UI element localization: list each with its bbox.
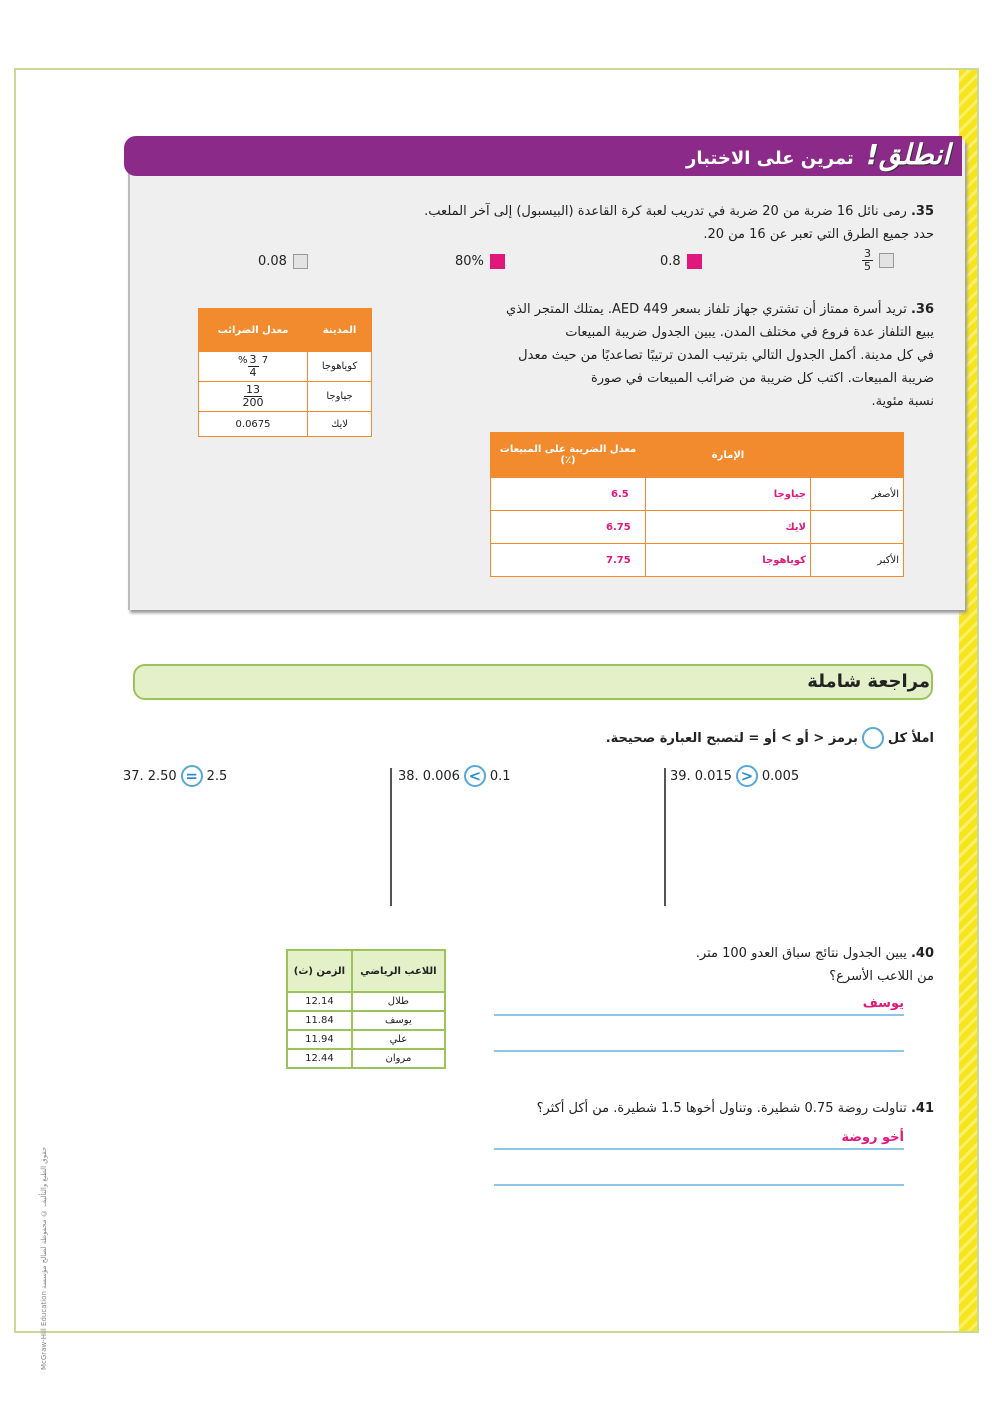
race-results-table bbox=[286, 949, 446, 1069]
answer-line bbox=[494, 1184, 904, 1186]
time-cell: 11.94 bbox=[287, 1030, 352, 1049]
answer-line bbox=[494, 1014, 904, 1016]
header-rate: معدل الضرائب bbox=[199, 309, 308, 352]
rate-cell bbox=[199, 382, 308, 412]
problem-number: 37. bbox=[123, 768, 144, 784]
player-cell: علي bbox=[352, 1030, 445, 1049]
answer-line bbox=[494, 1050, 904, 1052]
time-cell: 11.84 bbox=[287, 1011, 352, 1030]
question-line: في كل مدينة. أكمل الجدول التالي بترتيب المدن ترتيبًا تصاعديًا من حيث معدل bbox=[518, 348, 934, 363]
question-line: تريد أسرة ممتاز أن تشتري جهاز تلفاز بسعر AED 449. يمتلك المتجر الذي bbox=[506, 302, 907, 317]
question-text: يبين الجدول نتائج سباق العدو 100 متر. bbox=[695, 946, 907, 961]
fraction bbox=[243, 384, 264, 409]
denominator: 200 bbox=[242, 396, 264, 409]
question-36 bbox=[414, 298, 934, 413]
header-city: المدينة bbox=[308, 309, 372, 352]
player-cell: يوسف bbox=[352, 1011, 445, 1030]
checkbox[interactable] bbox=[879, 253, 894, 268]
player-cell: طلال bbox=[352, 992, 445, 1011]
problem-number: 39. bbox=[670, 768, 691, 784]
option-three-fifths[interactable] bbox=[862, 248, 894, 273]
suffix: % bbox=[237, 355, 248, 366]
checkbox-checked[interactable] bbox=[490, 254, 505, 269]
question-35 bbox=[294, 200, 934, 246]
answer-circle[interactable]: < bbox=[464, 765, 486, 787]
review-title: مراجعة شاملة bbox=[807, 671, 930, 692]
checkbox-checked[interactable] bbox=[687, 254, 702, 269]
copyright-note: McGraw-Hill Education حقوق الطبع والتأليف © محفوظة لصالح مؤسسة bbox=[40, 1146, 48, 1370]
question-number: 36. bbox=[910, 302, 934, 317]
left-value: 0.015 bbox=[694, 768, 732, 784]
question-line: يبيع التلفاز عدة فروع في مختلف المدن. يبين الجدول ضريبة المبيعات bbox=[565, 325, 934, 340]
numerator: 13 bbox=[246, 383, 261, 396]
player-cell: مروان bbox=[352, 1049, 445, 1068]
answer-40[interactable]: يوسف bbox=[862, 996, 904, 1011]
question-text: من اللاعب الأسرع؟ bbox=[829, 969, 934, 984]
answer-circle[interactable]: > bbox=[736, 765, 758, 787]
review-instruction bbox=[606, 727, 934, 749]
numerator: 3 bbox=[864, 247, 871, 260]
city-cell: كوياهوجا bbox=[308, 352, 372, 382]
rank-cell: الأكبر bbox=[811, 544, 904, 577]
time-cell: 12.14 bbox=[287, 992, 352, 1011]
option-0-8[interactable] bbox=[660, 254, 702, 269]
rate-cell bbox=[199, 352, 308, 382]
city-cell: لايك bbox=[308, 412, 372, 437]
banner-big-text: انطلق! bbox=[866, 138, 950, 171]
answer-41[interactable]: أخو روضة bbox=[841, 1130, 904, 1145]
comparison-39 bbox=[670, 765, 799, 787]
emirate-cell[interactable]: جياوجا bbox=[646, 478, 811, 511]
left-value: 0.006 bbox=[422, 768, 460, 784]
question-text: تناولت روضة 0.75 شطيرة. وتناول أخوها 1.5 شطيرة. من أكل أكثر؟ bbox=[536, 1101, 907, 1116]
question-text: رمى نائل 16 ضربة من 20 ضربة في تدريب لعبة كرة القاعدة (البيسبول) إلى آخر الملعب. bbox=[424, 204, 907, 219]
question-number: 40. bbox=[910, 946, 934, 961]
left-value: 2.50 bbox=[147, 768, 177, 784]
option-80-percent[interactable] bbox=[455, 254, 505, 269]
question-instruction: حدد جميع الطرق التي تعبر عن 16 من 20. bbox=[703, 227, 934, 242]
exercise-title bbox=[686, 138, 950, 171]
question-line: ضريبة المبيعات. اكتب كل ضريبة من ضرائب المبيعات في صورة bbox=[590, 371, 934, 386]
header-time: الزمن (ث) bbox=[287, 950, 352, 992]
rate-cell[interactable]: 6.5 bbox=[491, 478, 646, 511]
numerator: 3 bbox=[249, 353, 257, 366]
rate-cell[interactable]: 6.75 bbox=[491, 511, 646, 544]
answer-line bbox=[494, 1148, 904, 1150]
option-label: 0.08 bbox=[258, 254, 287, 269]
emirate-cell[interactable]: لايك bbox=[646, 511, 811, 544]
instruction-text: برمز < أو > أو = لتصبح العبارة صحيحة. bbox=[605, 730, 858, 746]
problem-number: 38. bbox=[398, 768, 419, 784]
comparison-38 bbox=[398, 765, 511, 787]
banner-small-text: تمرين على الاختبار bbox=[686, 148, 854, 169]
right-value: 2.5 bbox=[206, 768, 228, 784]
denominator: 4 bbox=[249, 366, 257, 379]
question-41 bbox=[474, 1097, 934, 1120]
divider bbox=[664, 768, 666, 906]
header-rate: معدل الضريبة على المبيعات (٪) bbox=[491, 433, 646, 478]
header-emirate: الإمارة bbox=[646, 433, 811, 478]
tax-rate-table bbox=[198, 308, 372, 437]
right-value: 0.1 bbox=[489, 768, 511, 784]
fraction bbox=[862, 248, 873, 273]
city-cell: جياوجا bbox=[308, 382, 372, 412]
header-player: اللاعب الرياضي bbox=[352, 950, 445, 992]
rate-cell[interactable]: 7.75 bbox=[491, 544, 646, 577]
divider bbox=[390, 768, 392, 906]
header-rank bbox=[811, 433, 904, 478]
empty-circle-icon bbox=[862, 727, 884, 749]
fraction bbox=[248, 354, 259, 379]
question-40 bbox=[534, 942, 934, 988]
denominator: 5 bbox=[864, 260, 871, 273]
rank-cell bbox=[811, 511, 904, 544]
answer-table bbox=[490, 432, 904, 577]
right-value: 0.005 bbox=[761, 768, 800, 784]
question-line: نسبة مئوية. bbox=[871, 394, 934, 409]
rate-cell: 0.0675 bbox=[199, 412, 308, 437]
option-0-08[interactable] bbox=[258, 254, 308, 269]
emirate-cell[interactable]: كوياهوجا bbox=[646, 544, 811, 577]
question-number: 41. bbox=[910, 1101, 934, 1116]
answer-circle[interactable]: = bbox=[181, 765, 203, 787]
rank-cell: الأصغر bbox=[811, 478, 904, 511]
option-label: 80% bbox=[455, 254, 484, 269]
question-number: 35. bbox=[910, 204, 934, 219]
comparison-37 bbox=[123, 765, 227, 787]
checkbox[interactable] bbox=[293, 254, 308, 269]
option-label: 0.8 bbox=[660, 254, 681, 269]
whole: 7 bbox=[261, 355, 269, 366]
time-cell: 12.44 bbox=[287, 1049, 352, 1068]
instruction-text: املأ كل bbox=[887, 730, 934, 746]
